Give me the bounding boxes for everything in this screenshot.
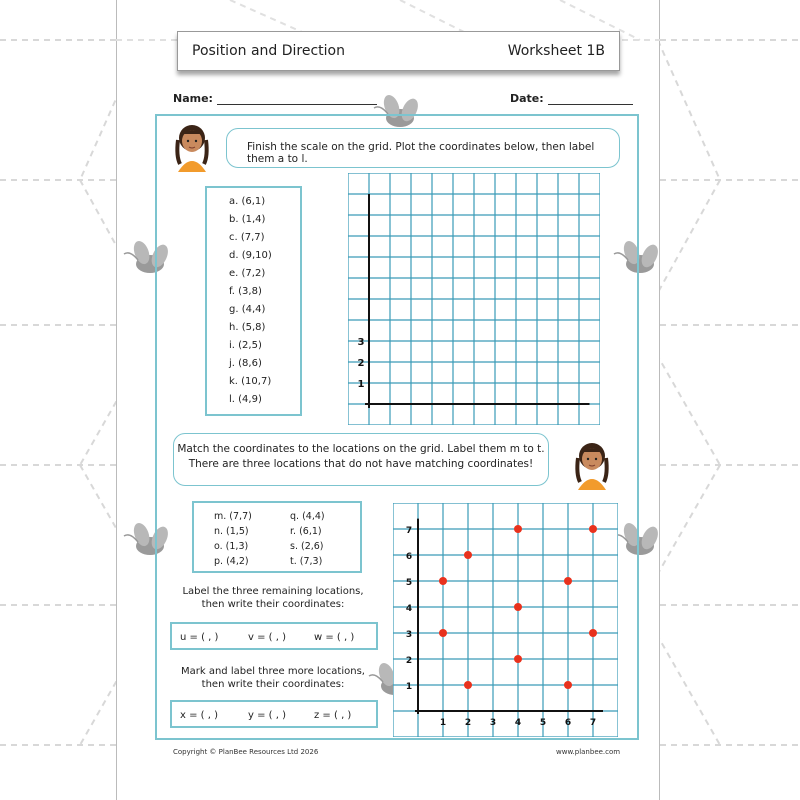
caption-line: then write their coordinates: (201, 679, 345, 690)
plotted-point[interactable] (439, 629, 447, 637)
list-item: t. (7,3) (290, 556, 323, 567)
list-item: k. (10,7) (229, 376, 272, 387)
plotted-point[interactable] (514, 655, 522, 663)
plotted-point[interactable] (439, 577, 447, 585)
website: www.planbee.com (556, 748, 621, 756)
list-item: d. (9,10) (229, 250, 272, 261)
list-item: r. (6,1) (290, 526, 322, 537)
page-title: Position and Direction (192, 43, 345, 59)
grid-1[interactable] (348, 173, 600, 425)
y-tick-label: 2 (357, 358, 365, 369)
caption-line: Label the three remaining locations, (182, 586, 364, 597)
plotted-point[interactable] (514, 603, 522, 611)
y-tick-label: 3 (405, 630, 413, 640)
answer-w[interactable]: w = ( , ) (314, 632, 355, 643)
instruction-text-2a: Match the coordinates to the locations on the grid. Label them m to t. (177, 443, 545, 455)
copyright: Copyright © PlanBee Resources Ltd 2026 (173, 748, 319, 756)
list-item: l. (4,9) (229, 394, 262, 405)
answer-u[interactable]: u = ( , ) (180, 632, 219, 643)
list-item: h. (5,8) (229, 322, 266, 333)
title-bar (177, 31, 620, 71)
x-tick-label: 7 (589, 718, 597, 728)
list-item: i. (2,5) (229, 340, 262, 351)
list-item: s. (2,6) (290, 541, 324, 552)
list-item: g. (4,4) (229, 304, 266, 315)
list-item: b. (1,4) (229, 214, 266, 225)
instruction-text-1: Finish the scale on the grid. Plot the coordinates below, then label them a to l. (247, 141, 595, 165)
caption-line: Mark and label three more locations, (181, 666, 365, 677)
list-item: c. (7,7) (229, 232, 265, 243)
plotted-point[interactable] (589, 629, 597, 637)
answer-z[interactable]: z = ( , ) (314, 710, 352, 721)
plotted-point[interactable] (514, 525, 522, 533)
list-item: q. (4,4) (290, 511, 325, 522)
plotted-point[interactable] (564, 681, 572, 689)
coordinate-list-m-to-t (192, 501, 362, 573)
x-tick-label: 3 (489, 718, 497, 728)
worksheet-number: Worksheet 1B (507, 43, 605, 59)
date-label: Date: (510, 92, 544, 105)
plotted-point[interactable] (564, 577, 572, 585)
grid-2[interactable] (393, 503, 618, 737)
y-tick-label: 4 (405, 604, 413, 614)
plotted-point[interactable] (464, 681, 472, 689)
coordinate-list-a-to-l (205, 186, 302, 416)
list-item: p. (4,2) (214, 556, 249, 567)
caption-line: then write their coordinates: (201, 599, 345, 610)
answer-v[interactable]: v = ( , ) (248, 632, 286, 643)
date-line[interactable] (548, 94, 633, 105)
instruction-text-2b: There are three locations that do not have matching coordinates! (188, 458, 534, 470)
answer-x[interactable]: x = ( , ) (180, 710, 218, 721)
y-tick-label: 3 (357, 337, 365, 348)
name-line[interactable] (217, 94, 377, 105)
x-tick-label: 2 (464, 718, 472, 728)
y-tick-label: 1 (405, 682, 413, 692)
x-tick-label: 5 (539, 718, 547, 728)
date-field (510, 92, 633, 105)
more-caption (168, 666, 378, 690)
x-tick-label: 4 (514, 718, 522, 728)
list-item: j. (8,6) (229, 358, 262, 369)
instruction-bubble-1 (226, 128, 620, 168)
plotted-point[interactable] (589, 525, 597, 533)
instruction-bubble-2 (173, 433, 549, 486)
answer-y[interactable]: y = ( , ) (248, 710, 286, 721)
remaining-caption (168, 586, 378, 610)
y-tick-label: 6 (405, 552, 413, 562)
list-item: n. (1,5) (214, 526, 249, 537)
name-label: Name: (173, 92, 213, 105)
y-tick-label: 7 (405, 526, 413, 536)
list-item: f. (3,8) (229, 286, 262, 297)
list-item: a. (6,1) (229, 196, 266, 207)
y-tick-label: 2 (405, 656, 413, 666)
remaining-answers-box (170, 622, 378, 650)
list-item: m. (7,7) (214, 511, 252, 522)
list-item: o. (1,3) (214, 541, 249, 552)
name-field (173, 92, 377, 105)
x-tick-label: 1 (439, 718, 447, 728)
more-answers-box (170, 700, 378, 728)
x-tick-label: 6 (564, 718, 572, 728)
plotted-point[interactable] (464, 551, 472, 559)
list-item: e. (7,2) (229, 268, 266, 279)
y-tick-label: 5 (405, 578, 413, 588)
girl-avatar-icon (172, 118, 212, 172)
y-tick-label: 1 (357, 379, 365, 390)
girl-avatar-icon (572, 436, 612, 490)
